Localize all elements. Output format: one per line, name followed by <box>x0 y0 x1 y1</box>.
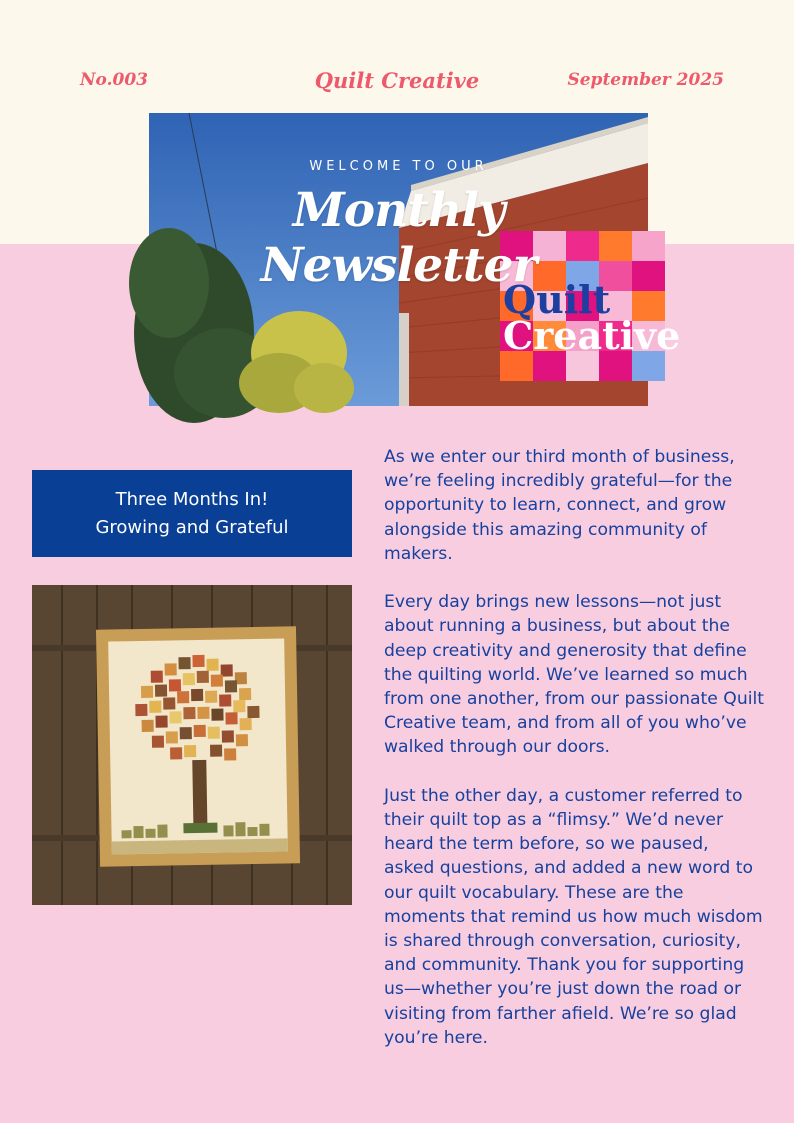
issue-number: No.003 <box>80 70 148 90</box>
paragraph-3: Just the other day, a customer referred to their quilt top as a “flimsy.” We’d never heard the term before, so we paused, asked questions, and added a new word to our quilt vocabulary. These are the moments that remind us how much wisdom is shared through conversation, curiosity, and community. Thank you for supporting us—whether you’re just down the road or visiting from farther afield. We’re so glad you’re here. <box>384 785 763 1048</box>
tree-quilt-photo <box>32 585 352 905</box>
sign-text-quilt: Quilt <box>503 277 611 322</box>
sign-text-creative: Creative <box>503 313 681 358</box>
hero-kicker: WELCOME TO OUR <box>309 159 488 174</box>
article-headline <box>32 470 352 557</box>
article-body <box>384 445 764 1050</box>
quilt-photo <box>32 585 352 905</box>
paragraph-2: Every day brings new lessons—not just about running a business, but about the deep creativity and generosity that define the quilting world. We’ve learned so much from one another, from our passionate Quilt Creative team, and from all of you who’ve walked through our doors. <box>384 592 765 758</box>
brand-name: Quilt Creative <box>314 68 480 93</box>
headline-line-1: Three Months In! <box>115 488 269 510</box>
headline-line-2: Growing and Grateful <box>95 516 289 538</box>
hero-title: Monthly Newsletter <box>260 183 537 293</box>
hero-image <box>149 113 681 406</box>
issue-date: September 2025 <box>567 70 724 90</box>
paragraph-1: As we enter our third month of business, we’re feeling incredibly grateful—for the opportunity to learn, connect, and grow alongside this amazing community of makers. <box>384 447 735 564</box>
